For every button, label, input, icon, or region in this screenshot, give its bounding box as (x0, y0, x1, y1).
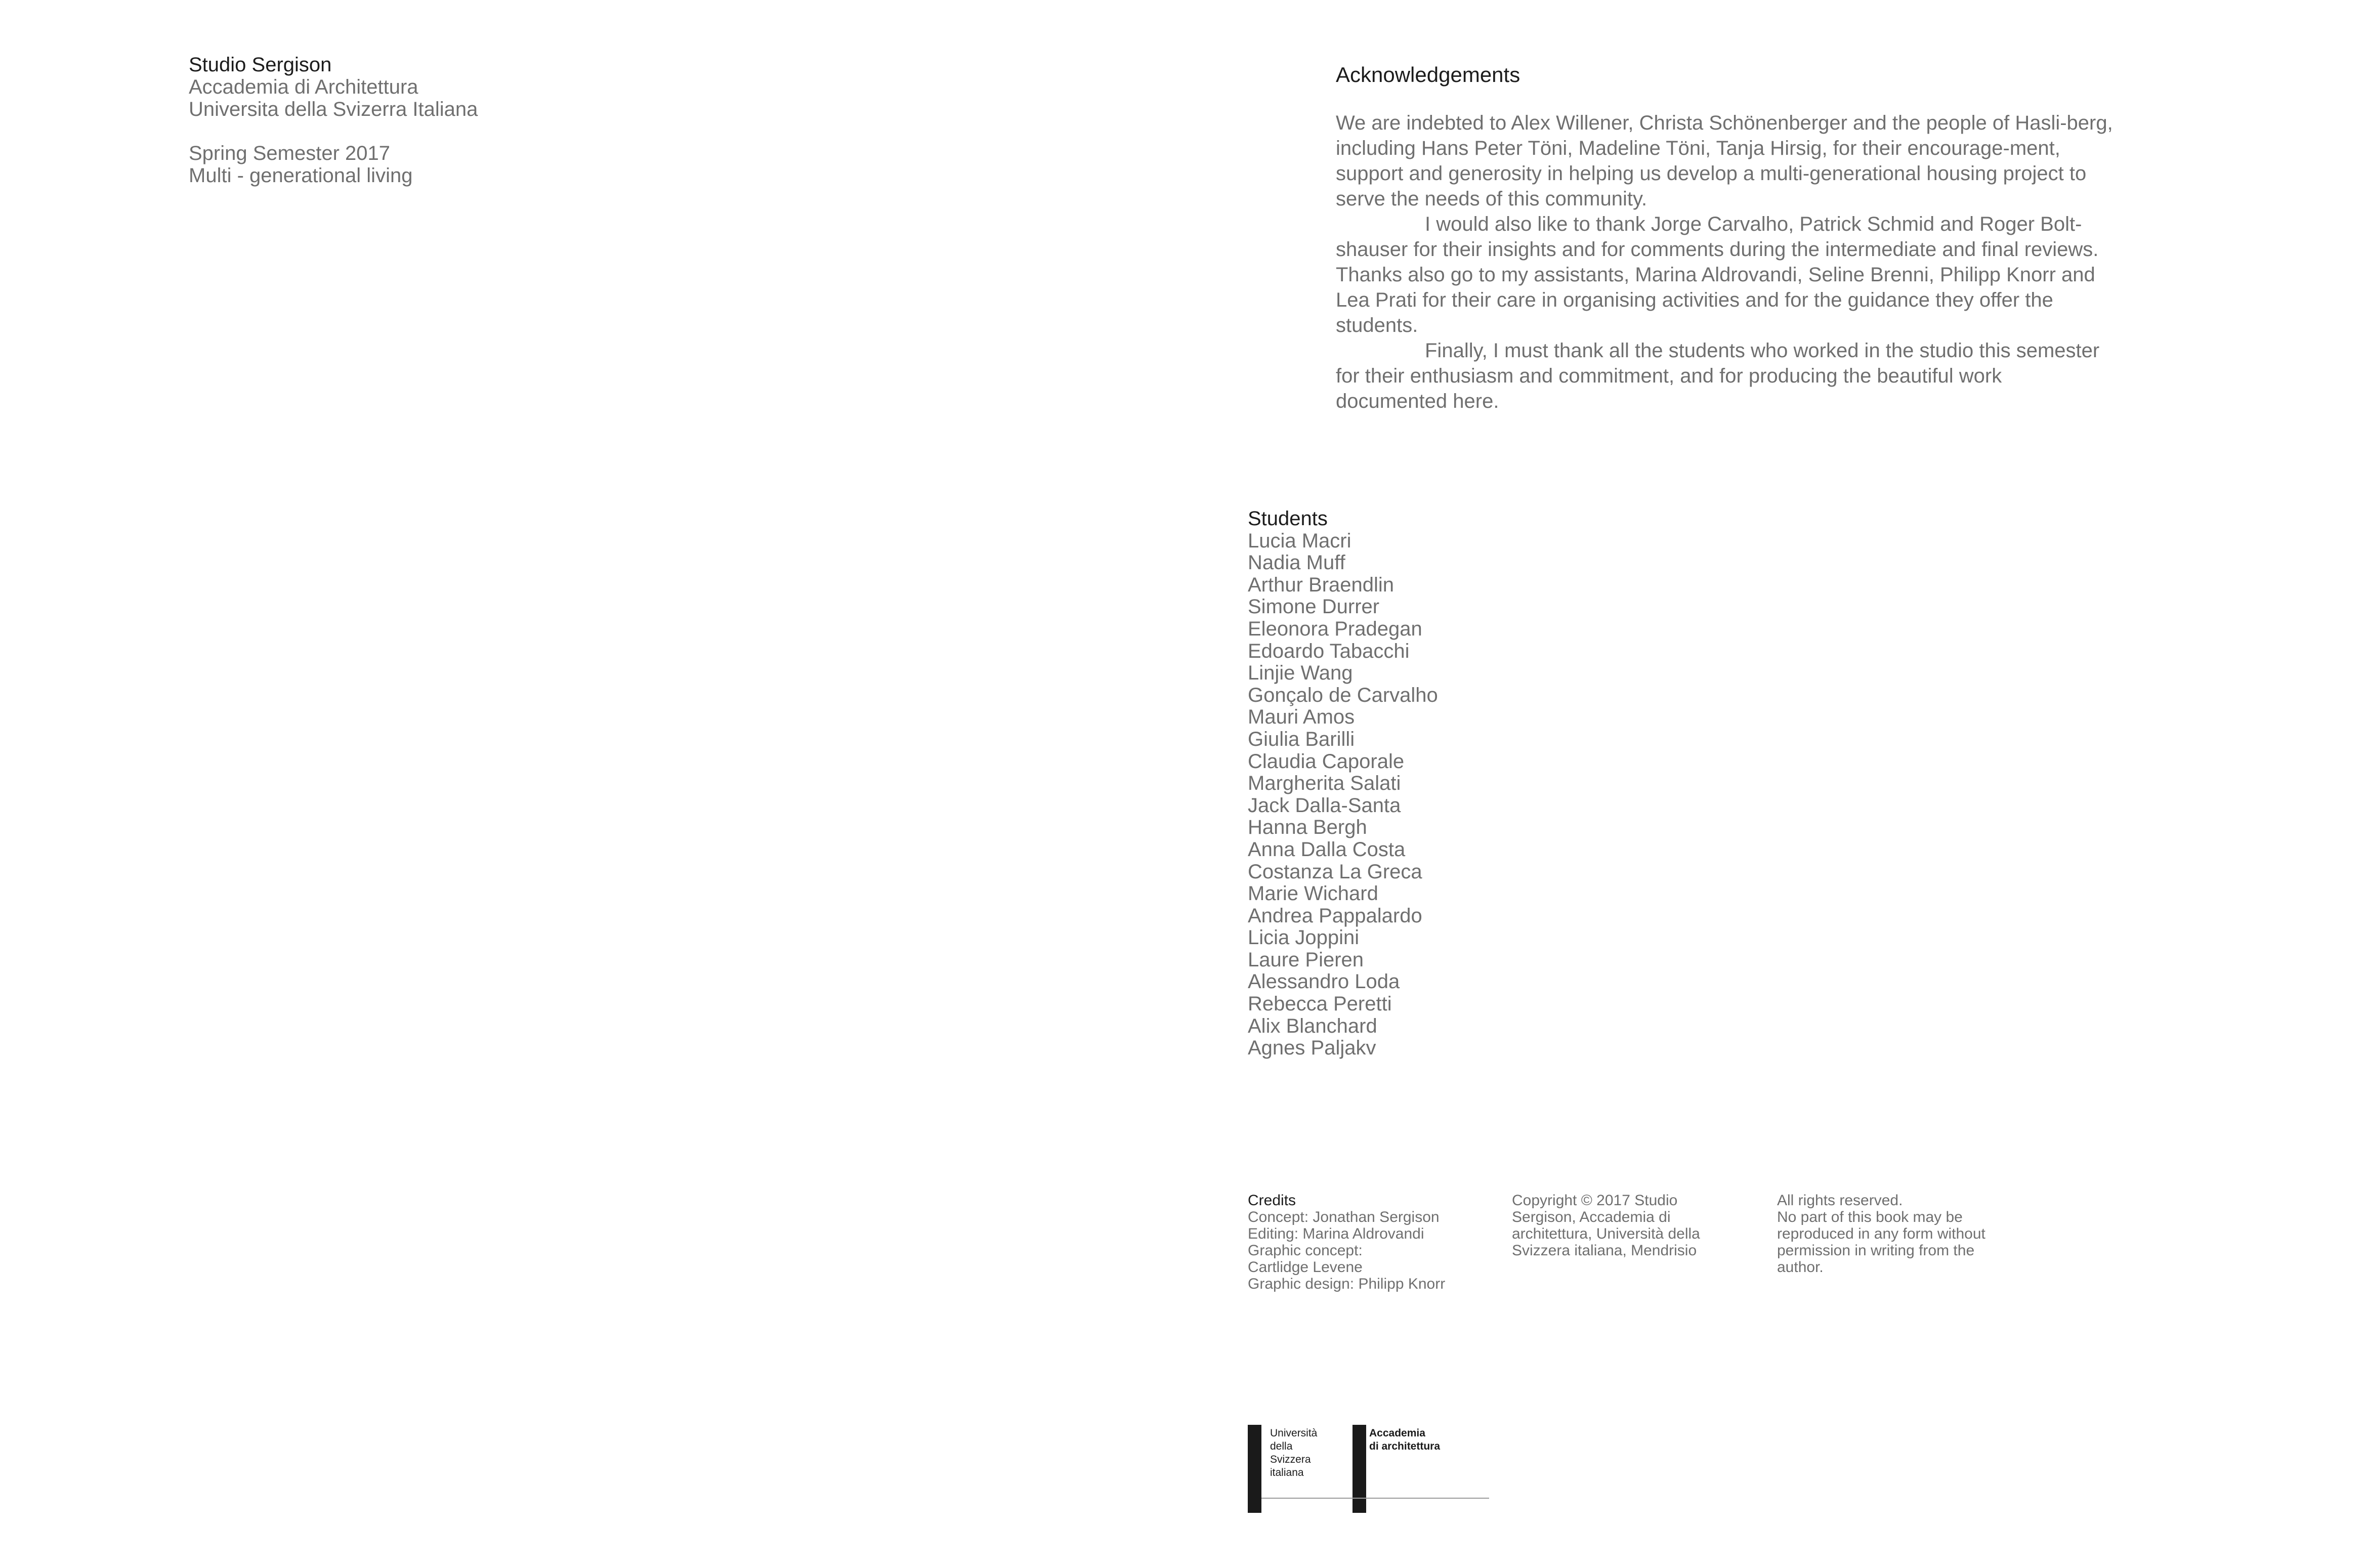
usi-logo-line: italiana (1270, 1467, 1304, 1478)
students-list (1248, 508, 1438, 1060)
copyright-line: Sergison, Accademia di (1512, 1209, 1671, 1225)
student-name: Edoardo Tabacchi (1248, 640, 1410, 662)
credit-line: Graphic concept: (1248, 1242, 1363, 1259)
arc-logo-bar (1352, 1425, 1366, 1513)
acknowledgements-heading: Acknowledgements (1336, 63, 1520, 87)
student-name: Marie Wichard (1248, 882, 1378, 905)
student-name: Jack Dalla-Santa (1248, 794, 1401, 817)
student-name: Gonçalo de Carvalho (1248, 684, 1438, 706)
student-name: Hanna Bergh (1248, 816, 1367, 839)
university-name: Universita della Svizerra Italiana (189, 98, 478, 120)
copyright-column (1512, 1192, 1724, 1259)
rights-line: All rights reserved. (1777, 1192, 1903, 1209)
student-name: Agnes Paljakv (1248, 1037, 1376, 1060)
credits-column (1248, 1192, 1486, 1292)
arc-logo-line: di architettura (1369, 1440, 1441, 1452)
academy-name: Accademia di Architettura (189, 76, 418, 98)
arc-logo-line: Accademia (1369, 1427, 1425, 1439)
student-name: Simone Durrer (1248, 596, 1380, 618)
student-name: Rebecca Peretti (1248, 993, 1392, 1015)
credit-line: Graphic design: Philipp Knorr (1248, 1276, 1446, 1292)
usi-logo-line: Svizzera (1270, 1454, 1311, 1465)
arc-logo-text (1369, 1427, 1440, 1453)
studio-info (189, 54, 644, 187)
usi-logo-line: della (1270, 1440, 1293, 1452)
rights-line: No part of this book may be (1777, 1209, 1963, 1225)
ack-paragraph-2: I would also like to thank Jorge Carvalho, Patrick Schmid and Roger Bolt-shauser for their insights and for comments during the intermediate and final reviews. Thanks also go to my assistants, Marina Aldrovandi, Seline Brenni, Philipp Knorr and Lea Prati for their care in organising activities and for the guidance they offer the students. (1336, 213, 2099, 336)
student-name: Anna Dalla Costa (1248, 838, 1406, 861)
student-name: Eleonora Pradegan (1248, 617, 1422, 640)
institution-logo (1248, 1425, 1491, 1516)
student-name: Linjie Wang (1248, 662, 1353, 685)
student-name: Costanza La Greca (1248, 860, 1422, 883)
ack-paragraph-1: We are indebted to Alex Willener, Christa Schönenberger and the people of Hasli-berg, including Hans Peter Töni, Madeline Töni, Tanja Hirsig, for their encourage-ment, support and generosity in helping us develop a multi-generational housing project to serve the needs of this community. (1336, 112, 2113, 210)
copyright-line: Svizzera italiana, Mendrisio (1512, 1242, 1697, 1259)
credit-line: Editing: Marina Aldrovandi (1248, 1225, 1424, 1242)
copyright-line: Copyright © 2017 Studio (1512, 1192, 1678, 1209)
credit-line: Concept: Jonathan Sergison (1248, 1209, 1440, 1225)
rights-line: reproduced in any form without (1777, 1225, 1985, 1242)
rights-line: author. (1777, 1259, 1824, 1276)
student-name: Nadia Muff (1248, 552, 1345, 574)
credit-line: Cartlidge Levene (1248, 1259, 1363, 1276)
student-name: Alessandro Loda (1248, 970, 1400, 993)
student-name: Alix Blanchard (1248, 1014, 1377, 1037)
student-name: Laure Pieren (1248, 948, 1364, 971)
acknowledgements-body (1336, 110, 2118, 414)
ack-paragraph-3: Finally, I must thank all the students who worked in the studio this semester for their enthusiasm and commitment, and for producing the beautiful work documented here. (1336, 340, 2100, 412)
usi-logo-text (1270, 1427, 1317, 1479)
semester: Spring Semester 2017 (189, 142, 391, 164)
student-name: Margherita Salati (1248, 772, 1401, 795)
student-name: Licia Joppini (1248, 926, 1360, 949)
usi-logo-line: Università (1270, 1427, 1318, 1439)
student-name: Andrea Pappalardo (1248, 904, 1422, 927)
spacer (189, 120, 644, 142)
usi-logo-bar (1248, 1425, 1261, 1513)
student-name: Lucia Macri (1248, 529, 1351, 552)
student-name: Arthur Braendlin (1248, 573, 1394, 596)
studio-name: Studio Sergison (189, 54, 332, 76)
student-name: Claudia Caporale (1248, 750, 1405, 773)
studio-topic: Multi - generational living (189, 164, 413, 187)
rights-line: permission in writing from the (1777, 1242, 1975, 1259)
rights-column (1777, 1192, 2020, 1276)
copyright-line: architettura, Università della (1512, 1225, 1700, 1242)
students-heading: Students (1248, 507, 1328, 530)
student-name: Giulia Barilli (1248, 728, 1355, 750)
logo-rule (1261, 1498, 1489, 1499)
student-name: Mauri Amos (1248, 706, 1355, 729)
credits-heading: Credits (1248, 1192, 1296, 1209)
